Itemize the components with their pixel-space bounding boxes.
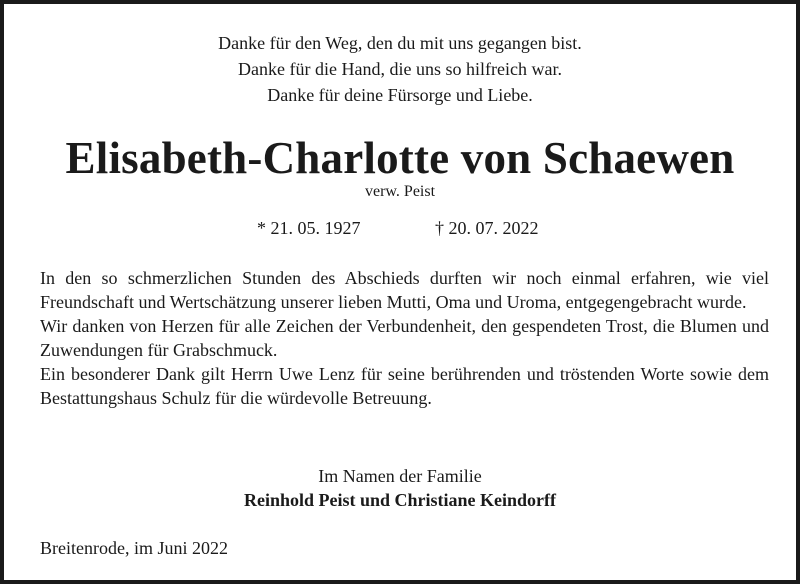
former-name: verw. Peist [364, 183, 436, 200]
memorial-poem [4, 30, 796, 108]
poem-line-1: Danke für den Weg, den du mit uns gegangen bist. [218, 33, 582, 53]
poem-line-2: Danke für die Hand, die uns so hilfreich war. [238, 59, 562, 79]
thank-you-message [40, 266, 769, 410]
poem-line-3: Danke für deine Fürsorge und Liebe. [267, 85, 533, 105]
signature-intro: Im Namen der Familie [318, 466, 482, 486]
message-paragraph-3: Ein besonderer Dank gilt Herrn Uwe Lenz für seine berührenden und tröstenden Worte sowie dem Bestattungshaus Schulz für die würdevolle Betreuung. [40, 364, 769, 408]
place-and-date: Breitenrode, im Juni 2022 [40, 538, 228, 558]
birth-date: * 21. 05. 1927 [257, 218, 361, 238]
signature-names: Reinhold Peist und Christiane Keindorff [243, 490, 557, 510]
death-date: † 20. 07. 2022 [435, 218, 539, 238]
message-paragraph-1: In den so schmerzlichen Stunden des Abschieds durften wir noch einmal erfahren, wie viel Freundschaft und Wertschätzung unserer lieben Mutti, Oma und Uroma, entgegengebracht wurde. [40, 268, 769, 312]
deceased-name: Elisabeth-Charlotte von Schaewen [65, 133, 735, 183]
message-paragraph-2: Wir danken von Herzen für alle Zeichen der Verbundenheit, den gespendeten Trost, die Blumen und Zuwendungen für Grabschmuck. [40, 316, 769, 360]
